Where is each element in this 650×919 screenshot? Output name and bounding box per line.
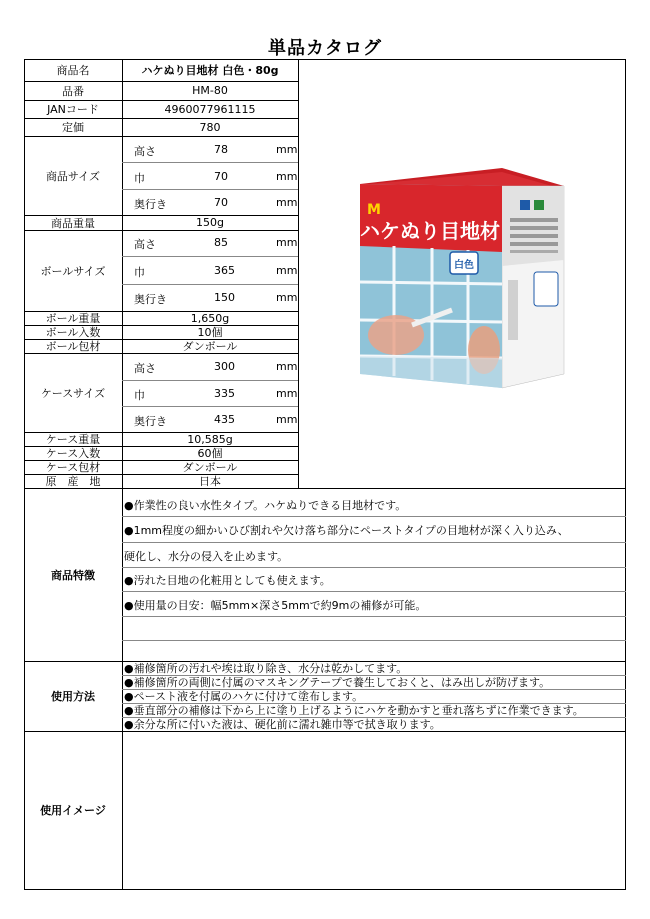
usage-text: ●ペースト液を付属のハケに付けて塗布します。 bbox=[124, 690, 364, 703]
feature-text: ●作業性の良い水性タイプ。ハケぬりできる目地材です。 bbox=[124, 499, 407, 512]
row-line bbox=[122, 284, 298, 285]
label-ball-qty: ボール入数 bbox=[45, 326, 101, 339]
value-ball-qty: 10個 bbox=[197, 326, 223, 339]
label-product-weight: 商品重量 bbox=[51, 216, 95, 230]
row-line bbox=[122, 406, 298, 407]
value-product-name: ハケぬり目地材 白色・80g bbox=[141, 64, 279, 77]
label-ball-pack: ボール包材 bbox=[45, 340, 101, 353]
usage-text: ●補修箇所の両側に付属のマスキングテープで養生しておくと、はみ出しが防げます。 bbox=[124, 676, 551, 689]
box-product-name: ハケぬり目地材 bbox=[360, 219, 500, 243]
size-unit: mm bbox=[276, 264, 298, 277]
size-value: 78 bbox=[214, 143, 228, 156]
frame-right bbox=[625, 59, 626, 889]
usage-text: ●垂直部分の補修は下から上に塗り上げるようにハケを動かすと垂れ落ちずに作業できます。 bbox=[124, 704, 584, 717]
size-unit: mm bbox=[276, 196, 298, 209]
label-ball-size: ボールサイズ bbox=[40, 264, 106, 278]
value-origin: 日本 bbox=[199, 475, 221, 488]
value-ball-pack: ダンボール bbox=[182, 340, 238, 353]
size-label: 巾 bbox=[134, 266, 145, 279]
size-value: 335 bbox=[214, 387, 235, 400]
product-box-illustration bbox=[352, 160, 570, 392]
size-value: 365 bbox=[214, 264, 235, 277]
size-unit: mm bbox=[276, 236, 298, 249]
size-unit: mm bbox=[276, 143, 298, 156]
size-label: 奥行き bbox=[134, 415, 167, 428]
value-case-weight: 10,585g bbox=[187, 432, 233, 446]
size-label: 奥行き bbox=[134, 293, 167, 306]
col-image-divider bbox=[298, 59, 299, 488]
feature-line bbox=[122, 567, 626, 568]
feature-text: ●汚れた目地の化粧用としても使えます。 bbox=[124, 574, 331, 587]
feature-text: 硬化し、水分の侵入を止めます。 bbox=[124, 550, 289, 563]
label-ball-weight: ボール重量 bbox=[45, 312, 101, 325]
label-price: 定価 bbox=[62, 121, 84, 134]
label-jan: JANコード bbox=[47, 103, 99, 116]
usage-image-area bbox=[123, 732, 625, 889]
size-label: 巾 bbox=[134, 389, 145, 402]
row-line bbox=[122, 189, 298, 190]
value-product-weight: 150g bbox=[196, 216, 224, 229]
usage-text: ●補修箇所の汚れや埃は取り除き、水分は乾かしてます。 bbox=[124, 662, 408, 675]
label-features: 商品特徴 bbox=[51, 568, 95, 582]
label-product-code: 品番 bbox=[62, 84, 84, 98]
size-unit: mm bbox=[276, 413, 298, 426]
value-case-qty: 60個 bbox=[197, 447, 223, 460]
value-ball-weight: 1,650g bbox=[190, 311, 230, 325]
product-image bbox=[352, 160, 570, 392]
feature-line bbox=[122, 542, 626, 543]
label-case-weight: ケース重量 bbox=[45, 433, 101, 446]
size-value: 300 bbox=[214, 360, 235, 373]
page-title: 単品カタログ bbox=[268, 38, 382, 59]
label-usage: 使用方法 bbox=[51, 690, 95, 703]
row-line bbox=[122, 256, 298, 257]
size-unit: mm bbox=[276, 387, 298, 400]
size-label: 高さ bbox=[134, 145, 156, 158]
value-jan: 4960077961115 bbox=[164, 102, 256, 116]
label-case-pack: ケース包材 bbox=[45, 461, 101, 474]
label-case-size: ケースサイズ bbox=[40, 386, 106, 400]
feature-line bbox=[122, 516, 626, 517]
brand-logo-icon: M bbox=[367, 202, 381, 218]
feature-text: ●使用量の目安：幅5mm×深さ5mmで約9mの補修が可能。 bbox=[124, 599, 427, 612]
feature-line bbox=[122, 591, 626, 592]
label-origin: 原 産 地 bbox=[45, 475, 101, 488]
value-case-pack: ダンボール bbox=[182, 461, 238, 474]
frame-bottom bbox=[24, 889, 626, 890]
usage-text: ●余分な所に付いた液は、硬化前に濡れ雑巾等で拭き取ります。 bbox=[124, 718, 441, 731]
size-unit: mm bbox=[276, 291, 298, 304]
label-case-qty: ケース入数 bbox=[45, 447, 101, 460]
feature-line bbox=[122, 640, 626, 641]
value-product-code: HM-80 bbox=[192, 84, 228, 97]
size-value: 70 bbox=[214, 196, 228, 209]
size-unit: mm bbox=[276, 360, 298, 373]
size-label: 巾 bbox=[134, 172, 145, 185]
label-product-size: 商品サイズ bbox=[45, 169, 101, 183]
size-unit: mm bbox=[276, 170, 298, 183]
label-product-name: 商品名 bbox=[56, 64, 90, 77]
label-usage-image: 使用イメージ bbox=[40, 804, 106, 817]
feature-line bbox=[122, 616, 626, 617]
size-value: 150 bbox=[214, 291, 235, 304]
feature-text: ●1mm程度の細かいひび割れや欠け落ち部分にペーストタイプの目地材が深く入り込み、 bbox=[124, 524, 569, 537]
box-color-badge: 白色 bbox=[454, 260, 474, 271]
size-label: 高さ bbox=[134, 238, 156, 251]
row-line bbox=[122, 380, 298, 381]
size-value: 85 bbox=[214, 236, 228, 249]
size-value: 435 bbox=[214, 413, 235, 426]
size-label: 奥行き bbox=[134, 198, 167, 211]
size-label: 高さ bbox=[134, 362, 156, 375]
value-price: 780 bbox=[199, 120, 221, 134]
size-value: 70 bbox=[214, 170, 228, 183]
row-line bbox=[122, 162, 298, 163]
